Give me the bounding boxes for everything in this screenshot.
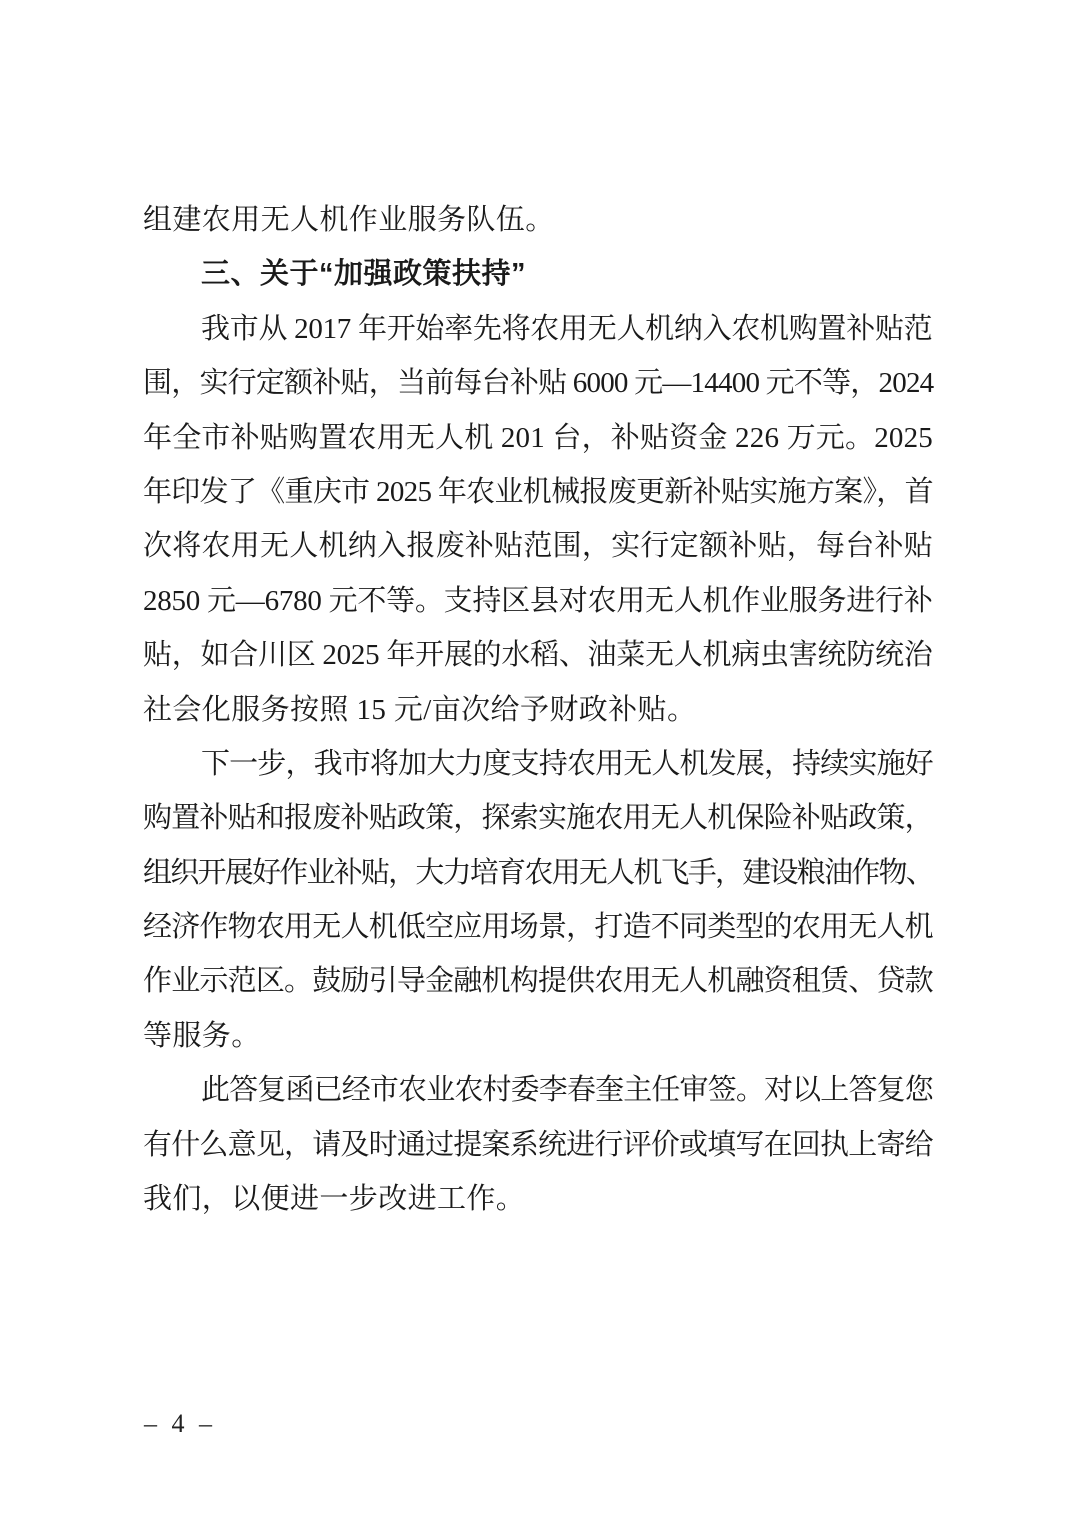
body-line: 2850 元—6780 元不等。支持区县对农用无人机作业服务进行补 [143, 584, 933, 617]
body-line: 贴，如合川区 2025 年开展的水稻、油菜无人机病虫害统防统治 [143, 639, 933, 672]
body-line: 我市从 2017 年开始率先将农用无人机纳入农机购置补贴范 [201, 312, 933, 345]
paragraph-2 [143, 737, 933, 1063]
page-number: – 4 – [144, 1409, 216, 1438]
body-line: 购置补贴和报废补贴政策，探索实施农用无人机保险补贴政策， [143, 802, 933, 835]
body-line: 次将农用无人机纳入报废补贴范围，实行定额补贴，每台补贴 [143, 530, 934, 563]
body-line: 等服务。 [143, 1019, 261, 1052]
body-line: 经济作物农用无人机低空应用场景，打造不同类型的农用无人机 [143, 911, 933, 944]
body-line: 社会化服务按照 15 元/亩次给予财政补贴。 [143, 693, 697, 726]
continuation-line: 组建农用无人机作业服务队伍。 [143, 204, 555, 236]
body-line: 此答复函已经市农业农村委李春奎主任审签。对以上答复您 [201, 1074, 933, 1107]
body-line: 年印发了《重庆市 2025 年农业机械报废更新补贴实施方案》，首 [143, 475, 933, 508]
body-line: 有什么意见，请及时通过提案系统进行评价或填写在回执上寄给 [143, 1128, 933, 1161]
paragraph-3 [143, 1063, 933, 1226]
body-line: 下一步，我市将加大力度支持农用无人机发展，持续实施好 [201, 747, 933, 780]
body-line: 围，实行定额补贴，当前每台补贴 6000 元—14400 元不等，2024 [143, 367, 934, 400]
section-heading: 三、关于“加强政策扶持” [201, 258, 527, 291]
document-body [143, 193, 933, 1226]
body-line [143, 193, 933, 247]
body-line: 作业示范区。鼓励引导金融机构提供农用无人机融资租赁、贷款 [143, 965, 933, 998]
body-line: 我们，以便进一步改进工作。 [143, 1183, 526, 1216]
paragraph-1 [143, 302, 933, 737]
body-line: 年全市补贴购置农用无人机 201 台，补贴资金 226 万元。2025 [143, 421, 934, 454]
body-line: 组织开展好作业补贴，大力培育农用无人机飞手，建设粮油作物、 [143, 856, 933, 889]
